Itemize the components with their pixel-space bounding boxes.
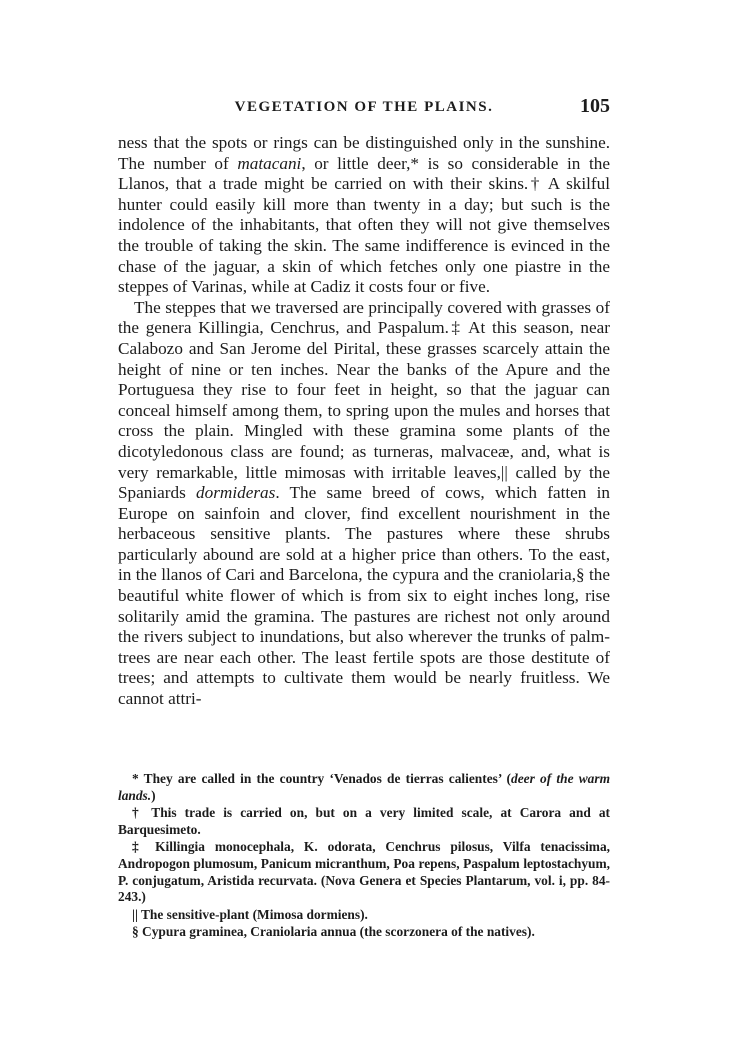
footnote-2: † This trade is carried on, but on a very limited scale, at Carora and at Barquesimeto. bbox=[118, 805, 610, 837]
footnote-1-italic: deer of the warm lands. bbox=[118, 771, 610, 803]
running-head-title: VEGETATION OF THE PLAINS. bbox=[234, 99, 494, 115]
footnote-3: ‡ Killingia monocephala, K. odorata, Cenchrus pilosus, Vilfa tenacissima, Andropogon plumosum, Panicum micranthum, Poa repens, Paspalum leptostachyum, P. conjugatum, Aristida recurvata. (Nova Genera et Species Plantarum, vol. i, pp. 84-243.) bbox=[118, 839, 610, 905]
page-number: 105 bbox=[580, 95, 610, 117]
footnotes bbox=[118, 771, 610, 942]
footnote-5: § Cypura graminea, Craniolaria annua (the scorzonera of the natives). bbox=[132, 924, 535, 940]
paragraph-2 bbox=[118, 298, 610, 710]
paragraph-2-part-b: . The same breed of cows, which fatten in Europe on sainfoin and clover, find excellent nourishment in the herbaceous sensitive plants. The pastures where these shrubs particularly abound are sold at a higher price than others. To the east, in the llanos of Cari and Barcelona, the cypura and the craniolaria,§ the beautiful white flower of which is from six to eight inches long, rise solitarily amid the gramina. The pastures are richest not only around the rivers subject to inundations, but also wherever the trunks of palm-trees are near each other. The least fertile spots are those destitute of trees; and attempts to cultivate them would be nearly fruitless. We cannot attri- bbox=[118, 483, 610, 709]
italic-matacani: matacani bbox=[237, 153, 302, 173]
running-head bbox=[118, 95, 610, 121]
paragraph-1-part-b: , or little deer,* is so considerable in the Llanos, that a trade might be carried on with their skins.† A skilful hunter could easily kill more than twenty in a day; but such is the indolence of the inhabitants, that often they will not give themselves the trouble of taking the skin. The same indifference is evinced in the chase of the jaguar, a skin of which fetches only one piastre in the steppes of Varinas, while at Cadiz it costs four or five. bbox=[118, 153, 610, 297]
body-text bbox=[118, 133, 610, 710]
footnote-1 bbox=[118, 771, 610, 804]
italic-dormideras: dormideras bbox=[196, 483, 276, 503]
paragraph-1-part-a: ness that the spots or rings can be distinguished only in the sunshine. The number of bbox=[118, 133, 610, 173]
paragraph-1 bbox=[118, 133, 610, 298]
footnote-1-part-b: ) bbox=[151, 787, 156, 803]
footnote-1-part-a: * They are called in the country ‘Venados de tierras calientes’ ( bbox=[132, 771, 512, 786]
footnote-4: || The sensitive-plant (Mimosa dormiens). bbox=[132, 906, 368, 922]
paragraph-2-part-a: The steppes that we traversed are principally covered with grasses of the genera Killingia, Cenchrus, and Paspalum.‡ At this season, near Calabozo and San Jerome del Pirital, these grasses scarcely attain the height of nine or ten inches. Near the banks of the Apure and the Portuguesa they rise to four feet in height, so that the jaguar can conceal himself among them, to spring upon the mules and horses that cross the plain. Mingled with these gramina some plants of the dicotyledonous class are found; as turneras, malvaceæ, and, what is very remarkable, little mimosas with irritable leaves,|| called by the Spaniards bbox=[118, 297, 610, 503]
